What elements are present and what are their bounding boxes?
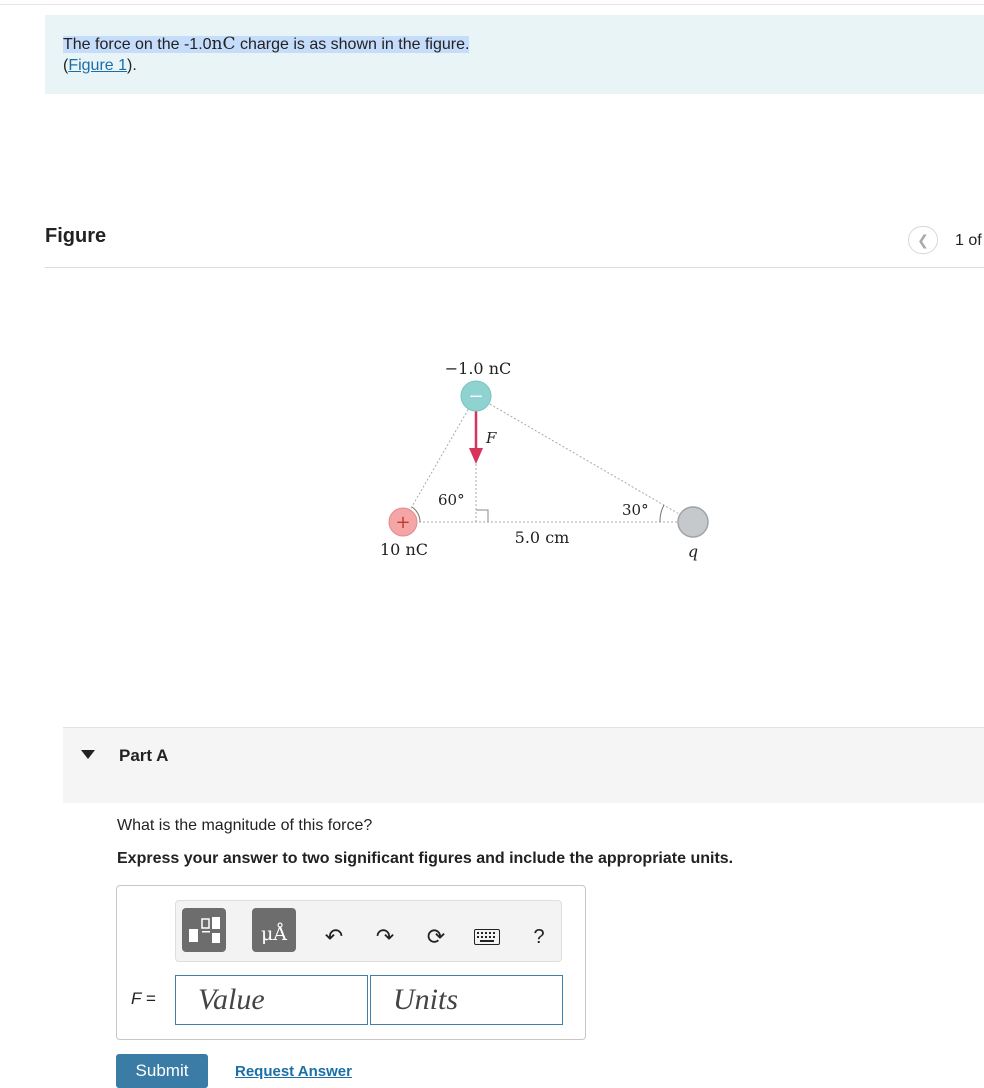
dashed-line-right — [476, 396, 693, 522]
part-title[interactable]: Part A — [119, 746, 169, 765]
figure-link-paren-close: ). — [127, 57, 137, 74]
right-angle-mark — [476, 510, 488, 522]
chevron-left-icon: ❮ — [917, 231, 929, 248]
charge-q — [678, 507, 708, 537]
undo-icon: ↶ — [324, 924, 344, 949]
figure-title: Figure — [45, 225, 107, 247]
angle-arc-right — [660, 505, 664, 522]
intro-text-before: The force on the -1.0 — [63, 36, 212, 53]
value-input[interactable]: Value — [175, 975, 368, 1025]
problem-intro-text — [63, 34, 469, 76]
label-right-charge: q — [687, 542, 699, 561]
keyboard-icon — [474, 929, 500, 945]
label-left-charge: 10 nC — [380, 540, 428, 559]
help-button[interactable] — [524, 922, 554, 952]
reset-button[interactable] — [421, 922, 451, 952]
part-a-header[interactable] — [63, 727, 984, 803]
triangle-down-icon[interactable] — [81, 750, 95, 759]
charge-diagram — [370, 350, 730, 570]
templates-button[interactable] — [182, 908, 226, 952]
intro-highlight — [63, 36, 469, 53]
plus-sign: + — [395, 512, 411, 533]
undo-button[interactable] — [319, 922, 349, 952]
units-input[interactable]: Units — [370, 975, 563, 1025]
help-icon: ? — [533, 925, 545, 948]
label-distance: 5.0 cm — [514, 528, 570, 547]
keyboard-button[interactable] — [472, 922, 502, 952]
previous-figure-button[interactable] — [908, 226, 938, 254]
request-answer-link[interactable]: Request Answer — [235, 1063, 352, 1080]
intro-text-after: charge is as shown in the figure. — [235, 36, 470, 53]
redo-button[interactable] — [370, 922, 400, 952]
intro-unit: nC — [211, 34, 236, 54]
reset-icon: ⟳ — [426, 924, 446, 949]
top-divider — [0, 4, 984, 5]
question-text: What is the magnitude of this force? — [117, 817, 373, 834]
force-arrow-head — [469, 448, 483, 464]
units-icon: μÅ — [260, 923, 288, 945]
figure-divider — [45, 267, 984, 268]
submit-button[interactable]: Submit — [116, 1054, 208, 1088]
variable-label — [131, 989, 156, 1009]
instruction-text: Express your answer to two significant figures and include the appropriate units. — [117, 850, 734, 867]
figure-link-paren-open: ( — [63, 57, 69, 74]
label-force: F — [486, 429, 497, 447]
label-angle-right: 30° — [622, 501, 649, 519]
figure-link[interactable]: Figure 1 — [68, 57, 128, 74]
redo-icon: ↷ — [375, 924, 395, 949]
label-angle-left: 60° — [438, 491, 465, 509]
units-button[interactable] — [252, 908, 296, 952]
variable-label-text: F = — [131, 989, 156, 1008]
label-top-charge: −1.0 nC — [444, 359, 512, 378]
minus-sign: − — [468, 386, 484, 407]
templates-icon — [186, 915, 222, 945]
math-toolbar — [175, 900, 562, 962]
figure-pager: 1 of — [955, 232, 982, 249]
